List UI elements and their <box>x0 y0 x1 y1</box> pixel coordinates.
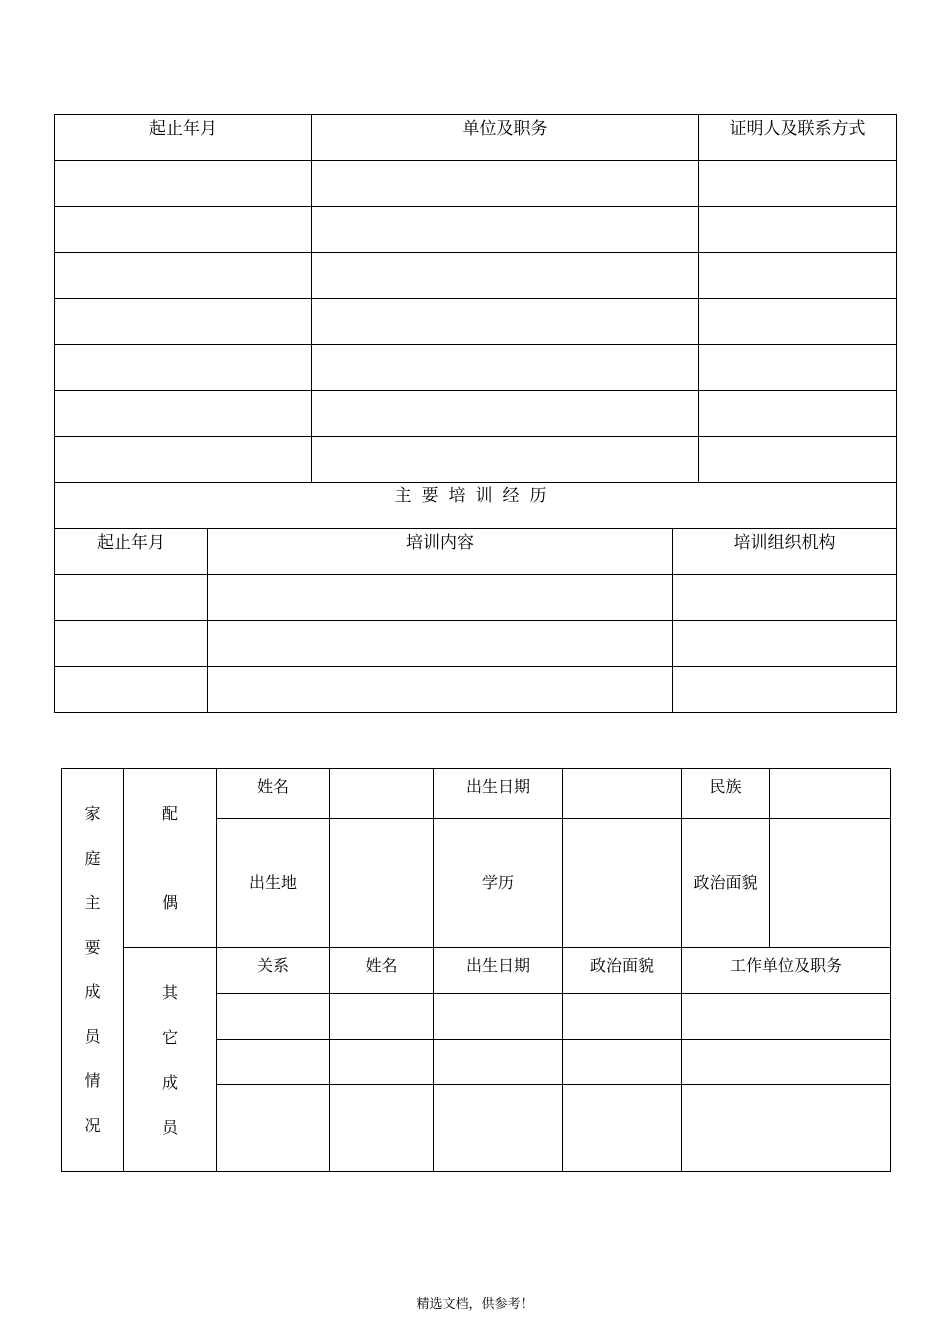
table-row <box>55 207 897 253</box>
training-period-cell[interactable] <box>55 621 208 667</box>
training-period-cell[interactable] <box>55 575 208 621</box>
work-history-header-period: 起止年月 <box>55 115 312 161</box>
training-content-cell[interactable] <box>208 575 673 621</box>
other-relation-cell[interactable] <box>217 1040 330 1085</box>
spouse-education-label: 学历 <box>434 819 563 948</box>
spouse-political-status-label: 政治面貌 <box>682 819 770 948</box>
training-content-cell[interactable] <box>208 667 673 713</box>
training-organization-cell[interactable] <box>673 621 897 667</box>
other-employer-cell[interactable] <box>682 994 891 1040</box>
spouse-birth-date-label: 出生日期 <box>434 769 563 819</box>
work-employer-cell[interactable] <box>312 299 699 345</box>
work-employer-cell[interactable] <box>312 161 699 207</box>
spouse-ethnicity-field[interactable] <box>770 769 891 819</box>
other-birth-date-cell[interactable] <box>434 1040 563 1085</box>
work-period-cell[interactable] <box>55 299 312 345</box>
training-header-row <box>55 529 897 575</box>
work-period-cell[interactable] <box>55 161 312 207</box>
training-organization-cell[interactable] <box>673 667 897 713</box>
other-relation-cell[interactable] <box>217 994 330 1040</box>
other-name-cell[interactable] <box>330 1085 434 1172</box>
other-political-status-cell[interactable] <box>563 1085 682 1172</box>
work-period-cell[interactable] <box>55 345 312 391</box>
work-reference-cell[interactable] <box>699 161 897 207</box>
spouse-row-1 <box>62 769 891 819</box>
other-birth-date-cell[interactable] <box>434 994 563 1040</box>
spouse-education-field[interactable] <box>563 819 682 948</box>
other-political-status-cell[interactable] <box>563 1040 682 1085</box>
table-row <box>55 391 897 437</box>
training-content-cell[interactable] <box>208 621 673 667</box>
other-header-relation: 关系 <box>217 948 330 994</box>
training-period-cell[interactable] <box>55 667 208 713</box>
work-employer-cell[interactable] <box>312 391 699 437</box>
other-relation-cell[interactable] <box>217 1085 330 1172</box>
other-name-cell[interactable] <box>330 994 434 1040</box>
other-political-status-cell[interactable] <box>563 994 682 1040</box>
spouse-name-field[interactable] <box>330 769 434 819</box>
table-row <box>55 621 897 667</box>
work-history-header-row <box>55 115 897 161</box>
work-history-table <box>54 114 897 713</box>
work-period-cell[interactable] <box>55 391 312 437</box>
training-title-row <box>55 483 897 529</box>
table-row <box>55 345 897 391</box>
other-name-cell[interactable] <box>330 1040 434 1085</box>
other-header-employer: 工作单位及职务 <box>682 948 891 994</box>
other-members-header-row <box>62 948 891 994</box>
table-row <box>55 253 897 299</box>
training-organization-cell[interactable] <box>673 575 897 621</box>
work-period-cell[interactable] <box>55 207 312 253</box>
other-header-birth-date: 出生日期 <box>434 948 563 994</box>
family-members-table <box>61 768 891 1172</box>
work-period-cell[interactable] <box>55 437 312 483</box>
table-row <box>55 161 897 207</box>
spouse-label: 配 偶 <box>124 769 217 948</box>
other-employer-cell[interactable] <box>682 1085 891 1172</box>
work-reference-cell[interactable] <box>699 299 897 345</box>
work-history-header-reference: 证明人及联系方式 <box>699 115 897 161</box>
other-birth-date-cell[interactable] <box>434 1085 563 1172</box>
work-reference-cell[interactable] <box>699 207 897 253</box>
table-row <box>55 299 897 345</box>
other-header-name: 姓名 <box>330 948 434 994</box>
work-employer-cell[interactable] <box>312 345 699 391</box>
work-reference-cell[interactable] <box>699 437 897 483</box>
spouse-birth-date-field[interactable] <box>563 769 682 819</box>
other-header-political-status: 政治面貌 <box>563 948 682 994</box>
work-reference-cell[interactable] <box>699 345 897 391</box>
work-reference-cell[interactable] <box>699 391 897 437</box>
other-members-label: 其 它 成 员 <box>124 948 217 1172</box>
other-employer-cell[interactable] <box>682 1040 891 1085</box>
training-header-period: 起止年月 <box>55 529 208 575</box>
spouse-birthplace-field[interactable] <box>330 819 434 948</box>
work-employer-cell[interactable] <box>312 437 699 483</box>
spouse-birthplace-label: 出生地 <box>217 819 330 948</box>
training-section-title: 主要培训经历 <box>55 483 897 529</box>
spouse-political-status-field[interactable] <box>770 819 891 948</box>
page-footer: 精选文档，供参考！ <box>416 1297 534 1312</box>
work-history-header-employer: 单位及职务 <box>312 115 699 161</box>
work-period-cell[interactable] <box>55 253 312 299</box>
work-employer-cell[interactable] <box>312 253 699 299</box>
training-header-organization: 培训组织机构 <box>673 529 897 575</box>
family-section-label: 家 庭 主 要 成 员 情 况 <box>62 769 124 1172</box>
work-reference-cell[interactable] <box>699 253 897 299</box>
work-employer-cell[interactable] <box>312 207 699 253</box>
table-row <box>55 437 897 483</box>
training-header-content: 培训内容 <box>208 529 673 575</box>
spouse-ethnicity-label: 民族 <box>682 769 770 819</box>
spouse-name-label: 姓名 <box>217 769 330 819</box>
table-row <box>55 575 897 621</box>
table-row <box>55 667 897 713</box>
